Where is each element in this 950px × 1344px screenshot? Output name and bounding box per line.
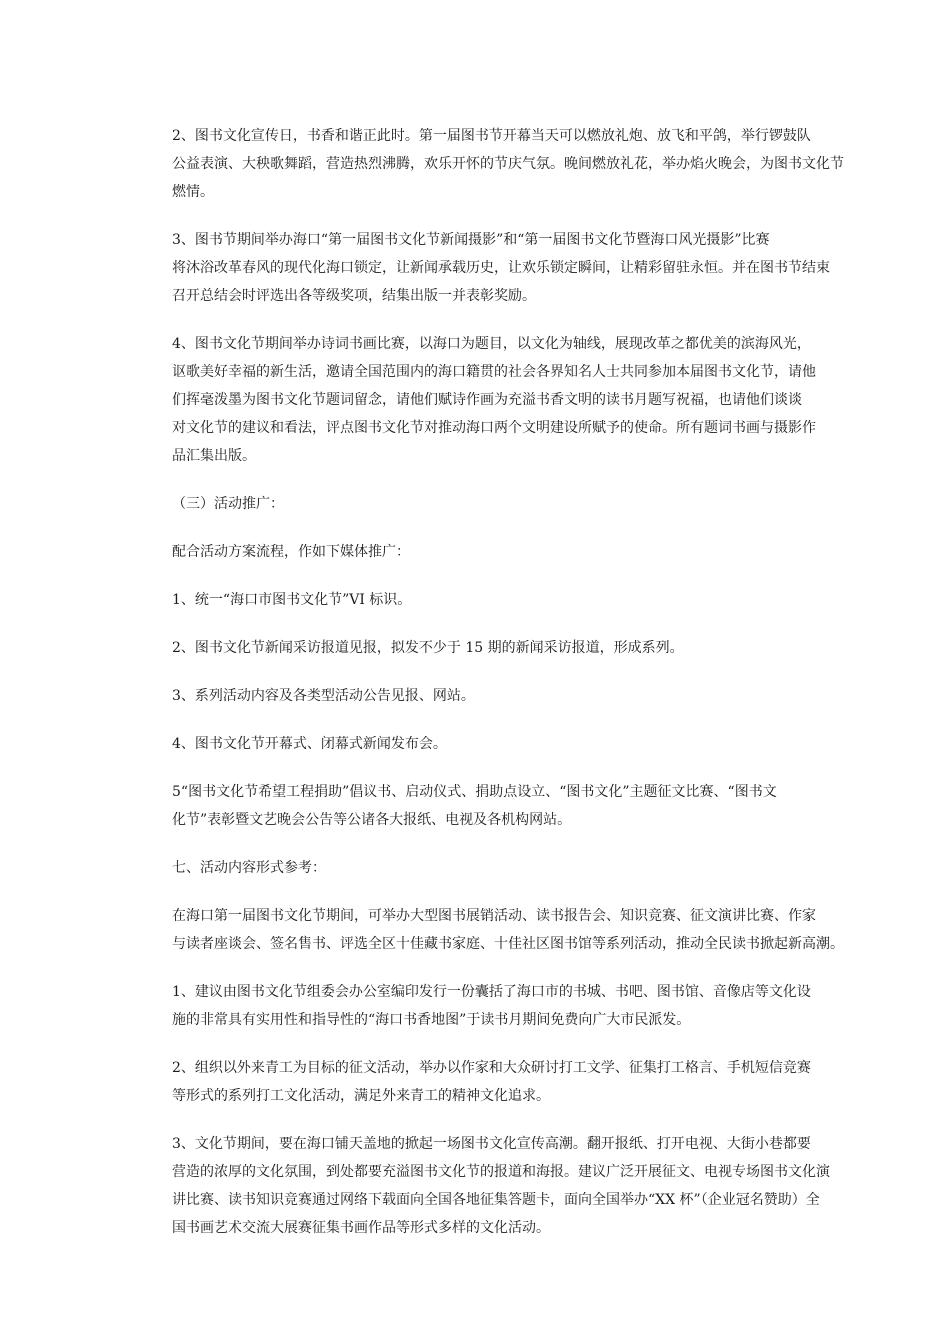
text-line: 与读者座谈会、签名售书、评选全区十佳藏书家庭、十佳社区图书馆等系列活动，推动全民读书掀起新高潮。 (172, 936, 844, 952)
text-line: 国书画艺术交流大展赛征集书画作品等形式多样的文化活动。 (172, 1220, 550, 1236)
list-item-announce (172, 682, 820, 710)
text-line: 4、图书文化节开幕式、闭幕式新闻发布会。 (172, 736, 447, 752)
text-line: 讴歌美好幸福的新生活，邀请全国范围内的海口籍贯的社会各界知名人士共同参加本届图书文化节，请他 (172, 364, 816, 380)
text-line: 3、图书节期间举办海口“第一届图书文化节新闻摄影”和“第一届图书文化节暨海口风光摄影”比赛 (172, 232, 770, 248)
text-line: 5“图书文化节希望工程捐助”倡议书、启动仪式、捐助点设立、“图书文化”主题征文比赛、“图书文 (172, 784, 777, 800)
list-item-news (172, 634, 820, 662)
text-line: 将沐浴改革春风的现代化海口锁定，让新闻承载历史，让欢乐锁定瞬间，让精彩留驻永恒。并在图书节结束 (172, 260, 830, 276)
text-line: 燃情。 (172, 184, 214, 200)
text-line: 2、图书文化宣传日，书香和谐正此时。第一届图书节开幕当天可以燃放礼炮、放飞和平鸽，举行锣鼓队 (172, 128, 811, 144)
paragraph-atmosphere (172, 1130, 830, 1242)
text-line: 施的非常具有实用性和指导性的“海口书香地图”于读书月期间免费向广大市民派发。 (172, 1012, 691, 1028)
text-line: 召开总结会时评选出各等级奖项，结集出版一并表彰奖励。 (172, 288, 536, 304)
paragraph-intro-seven (172, 902, 844, 958)
text-line: 讲比赛、读书知识竞赛通过网络下载面向全国各地征集答题卡，面向全国举办“XX 杯”（企业冠名赞助）全 (172, 1192, 820, 1208)
text-line: 公益表演、大秧歌舞蹈，营造热烈沸腾，欢乐开怀的节庆气氛。晚间燃放礼花，举办焰火晚会，为图书文化节 (172, 156, 844, 172)
list-item-press (172, 730, 820, 758)
text-line: 们挥毫泼墨为图书文化节题词留念，请他们赋诗作画为充溢书香文明的读书月题写祝福，也请他们谈谈 (172, 392, 802, 408)
text-line: 等形式的系列打工文化活动，满足外来青工的精神文化追求。 (172, 1088, 550, 1104)
text-line: 对文化节的建议和看法，评点图书文化节对推动海口两个文明建设所赋予的使命。所有题词书画与摄影作 (172, 420, 816, 436)
text-line: 配合活动方案流程，作如下媒体推广： (172, 544, 410, 560)
text-line: 2、组织以外来青工为目标的征文活动，举办以作家和大众研讨打工文学、征集打工格言、手机短信竞赛 (172, 1060, 811, 1076)
paragraph-festival-day (172, 122, 844, 206)
section-heading-seven (172, 854, 820, 882)
text-line: 1、统一“海口市图书文化节”VI 标识。 (172, 592, 412, 608)
text-line: 3、文化节期间，要在海口铺天盖地的掀起一场图书文化宣传高潮。翻开报纸、打开电视、大街小巷都要 (172, 1136, 811, 1152)
document-body (172, 122, 844, 1262)
text-line: 1、建议由图书文化节组委会办公室编印发行一份囊括了海口市的书城、书吧、图书馆、音像店等文化设 (172, 984, 811, 1000)
paragraph-media-intro (172, 538, 820, 566)
text-line: 营造的浓厚的文化氛围，到处都要充溢图书文化节的报道和海报。建议广泛开展征文、电视专场图书文化演 (172, 1164, 830, 1180)
list-item-vi (172, 586, 820, 614)
paragraph-calligraphy (172, 330, 820, 470)
text-line: （三）活动推广： (172, 496, 284, 512)
text-line: 品汇集出版。 (172, 448, 256, 464)
text-line: 七、活动内容形式参考： (172, 860, 326, 876)
text-line: 在海口第一届图书文化节期间，可举办大型图书展销活动、读书报告会、知识竞赛、征文演讲比赛、作家 (172, 908, 816, 924)
text-line: 化节”表彰暨文艺晚会公告等公诸各大报纸、电视及各机构网站。 (172, 812, 572, 828)
paragraph-photo-contest (172, 226, 830, 310)
text-line: 3、系列活动内容及各类型活动公告见报、网站。 (172, 688, 475, 704)
text-line: 2、图书文化节新闻采访报道见报，拟发不少于 15 期的新闻采访报道，形成系列。 (172, 640, 684, 656)
paragraph-map (172, 978, 820, 1034)
section-heading-promotion (172, 490, 820, 518)
text-line: 4、图书文化节期间举办诗词书画比赛，以海口为题目，以文化为轴线，展现改革之都优美的滨海风光， (172, 336, 811, 352)
list-item-hope (172, 778, 820, 834)
paragraph-workers (172, 1054, 820, 1110)
